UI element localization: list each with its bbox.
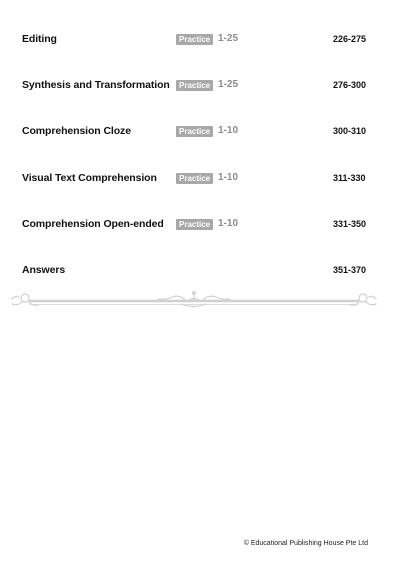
toc-row-open-ended — [0, 216, 416, 236]
toc-title: Synthesis and Transformation — [22, 79, 170, 91]
page-range: 311-330 — [333, 173, 366, 183]
toc-title: Comprehension Open-ended — [22, 218, 164, 230]
decorative-divider-icon — [8, 290, 380, 312]
toc-row-answers — [0, 262, 416, 282]
toc-row-comprehension-cloze — [0, 123, 416, 143]
page-range: 300-310 — [333, 126, 367, 136]
toc-title: Answers — [22, 264, 66, 276]
toc-title: Visual Text Comprehension — [22, 172, 157, 184]
practice-range: 1-10 — [218, 125, 239, 136]
practice-range: 1-10 — [218, 172, 239, 183]
practice-range: 1-25 — [218, 79, 239, 90]
page-range: 276-300 — [333, 80, 367, 90]
toc-row-synthesis — [0, 77, 416, 97]
toc-title: Editing — [22, 33, 57, 45]
practice-badge: Practice — [176, 34, 213, 45]
practice-range: 1-10 — [218, 218, 239, 229]
toc-row-editing — [0, 31, 416, 51]
toc-title: Comprehension Cloze — [22, 125, 131, 137]
practice-range: 1-25 — [218, 33, 239, 44]
toc-row-visual-text — [0, 170, 416, 190]
page-range: 226-275 — [333, 34, 367, 44]
page-range: 351-370 — [333, 265, 367, 275]
practice-badge: Practice — [176, 173, 213, 184]
copyright-footer: © Educational Publishing House Pte Ltd — [243, 540, 368, 547]
practice-badge: Practice — [176, 126, 213, 137]
page-range: 331-350 — [333, 219, 367, 229]
practice-badge: Practice — [176, 80, 213, 91]
practice-badge: Practice — [176, 219, 213, 230]
